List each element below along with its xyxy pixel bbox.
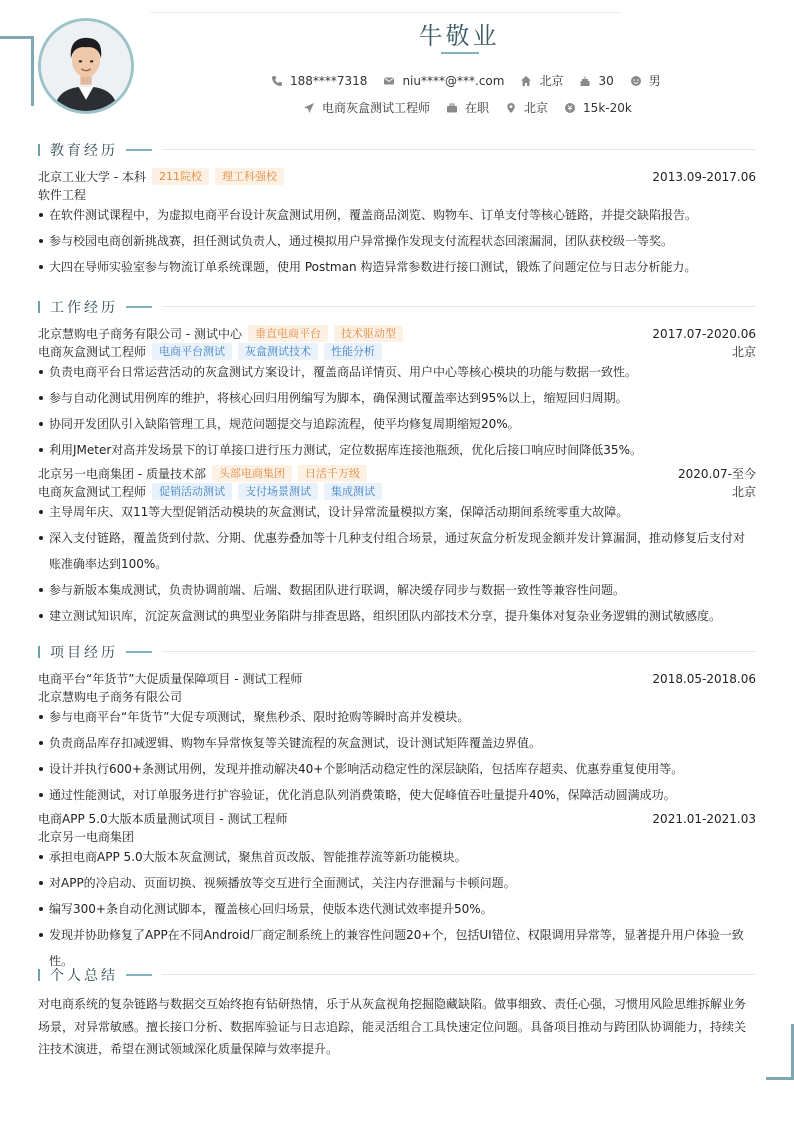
- education-bullets: [38, 202, 756, 280]
- gender-text: 男: [648, 74, 661, 88]
- summary-text: 对电商系统的复杂链路与数据交互始终抱有钻研热情，乐于从灰盒视角挖掘隐藏缺陷。做事细致、责任心强，习惯用风险思维拆解业务场景，对异常敏感。擅长接口分析、数据库验证与日志追踪，能灵活组合工具快速定位问题。具备项目推动与跨团队协调能力，持续关注技术演进，希望在测试领域深化质量保障与效率提升。: [38, 997, 747, 1056]
- job-date: 2020.07-至今: [678, 467, 756, 481]
- section-bar: [38, 144, 40, 156]
- company-tag: 日活千万级: [298, 465, 367, 482]
- list-item: 参与新版本集成测试，负责协调前端、后端、数据团队进行联调，解决缓存同步与数据一致性等兼容性问题。: [38, 577, 756, 603]
- section-bar: [38, 646, 40, 658]
- section-dash: [126, 651, 152, 653]
- location-text: 北京: [539, 74, 564, 88]
- company-tag: 技术驱动型: [334, 325, 403, 342]
- section-rule: [162, 974, 756, 975]
- gender-item: [630, 72, 661, 89]
- project-org-line: [38, 828, 756, 845]
- name-underline: [441, 52, 479, 54]
- status-text: 在职: [465, 101, 490, 115]
- project-date: 2018.05-2018.06: [652, 671, 756, 686]
- section-dash: [126, 306, 152, 308]
- list-item: 设计并执行600+条测试用例，发现并推动解决40+个影响活动稳定性的深层缺陷，包括库存超卖、优惠券重复使用等。: [38, 756, 756, 782]
- role-tag: 灰盒测试技术: [238, 343, 318, 360]
- job-role-line: [38, 343, 756, 360]
- city-text: 北京: [524, 101, 549, 115]
- age-item: [579, 74, 613, 88]
- job-role: 电商灰盒测试工程师: [38, 345, 147, 359]
- role-tag: 电商平台测试: [152, 343, 232, 360]
- project-org: 北京另一电商集团: [38, 830, 135, 844]
- job-role-line: [38, 483, 756, 500]
- salary-item: [564, 101, 632, 115]
- job-bullets: [38, 499, 756, 629]
- job-company-line: [38, 465, 756, 482]
- section-summary-header: [38, 965, 756, 985]
- list-item: 利用JMeter对高并发场景下的订单接口进行压力测试，定位数据库连接池瓶颈，优化后接口响应时间降低35%。: [38, 437, 756, 463]
- major: 软件工程: [38, 188, 87, 202]
- job-location: 北京: [731, 345, 756, 359]
- education-school-line: [38, 168, 756, 185]
- location-item: [520, 72, 563, 89]
- corner-decoration-bottom-right: [766, 1024, 794, 1080]
- section-projects-header: [38, 642, 756, 662]
- project-title-line: [38, 670, 756, 687]
- project-org: 北京慧购电子商务有限公司: [38, 690, 183, 704]
- job-location: 北京: [731, 485, 756, 499]
- role-tag: 支付场景测试: [238, 483, 318, 500]
- job-title-text: 电商灰盒测试工程师: [322, 101, 431, 115]
- list-item: 参与校园电商创新挑战赛，担任测试负责人，通过模拟用户异常操作发现支付流程状态回滚漏洞，团队获校级一等奖。: [38, 228, 756, 254]
- briefcase-icon: [446, 102, 458, 114]
- list-item: 协同开发团队引入缺陷管理工具，规范问题提交与追踪流程，使平均修复周期缩短20%。: [38, 411, 756, 437]
- email-text: niu****@***.com: [402, 73, 505, 88]
- company-tag: 垂直电商平台: [248, 325, 328, 342]
- section-rule: [162, 651, 756, 652]
- project-bullets: [38, 844, 756, 974]
- job-company-line: [38, 325, 756, 342]
- section-education-header: [38, 140, 756, 160]
- section-title: 个人总结: [50, 968, 118, 984]
- section-title: 教育经历: [50, 143, 118, 159]
- role-tag: 性能分析: [324, 343, 382, 360]
- company-name: 北京慧购电子商务有限公司 - 测试中心: [38, 327, 242, 341]
- list-item: 承担电商APP 5.0大版本灰盒测试，聚焦首页改版、智能推荐流等新功能模块。: [38, 844, 756, 870]
- contact-row: [271, 72, 661, 89]
- phone-item: [271, 74, 367, 88]
- send-icon: [303, 102, 315, 114]
- education-date: 2013.09-2017.06: [652, 169, 756, 184]
- email-item: [383, 74, 504, 88]
- list-item: 参与电商平台“年货节”大促专项测试，聚焦秒杀、限时抢购等瞬时高并发模块。: [38, 704, 756, 730]
- section-dash: [126, 974, 152, 976]
- project-title-line: [38, 810, 756, 827]
- header-top-line: [150, 12, 620, 13]
- phone-icon: [271, 75, 283, 87]
- list-item: 参与自动化测试用例库的维护，将核心回归用例编写为脚本，确保测试覆盖率达到95%以上，缩短回归周期。: [38, 385, 756, 411]
- list-item: 建立测试知识库，沉淀灰盒测试的典型业务陷阱与排查思路，组织团队内部技术分享，提升集体对复杂业务逻辑的测试敏感度。: [38, 603, 756, 629]
- home-icon: [520, 75, 532, 87]
- job-date: 2017.07-2020.06: [652, 326, 756, 341]
- project-org-line: [38, 688, 756, 705]
- location-pin-icon: [505, 102, 517, 114]
- job-role: 电商灰盒测试工程师: [38, 485, 147, 499]
- list-item: 发现并协助修复了APP在不同Android厂商定制系统上的兼容性问题20+个，包括UI错位、权限调用异常等，显著提升用户体验一致性。: [38, 922, 756, 974]
- status-item: [446, 99, 489, 116]
- school-tag: 理工科强校: [215, 168, 284, 185]
- list-item: 编写300+条自动化测试脚本，覆盖核心回归场景，使版本迭代测试效率提升50%。: [38, 896, 756, 922]
- section-bar: [38, 969, 40, 981]
- job-intent-row: [303, 99, 632, 116]
- section-work-header: [38, 297, 756, 317]
- school-tag: 211院校: [152, 168, 209, 185]
- school-name: 北京工业大学 - 本科: [38, 170, 146, 184]
- section-rule: [162, 306, 756, 307]
- phone-text: 188****7318: [290, 73, 368, 88]
- project-name: 电商APP 5.0大版本质量测试项目 - 测试工程师: [38, 812, 288, 826]
- list-item: 在软件测试课程中，为虚拟电商平台设计灰盒测试用例，覆盖商品浏览、购物车、订单支付等核心链路，并提交缺陷报告。: [38, 202, 756, 228]
- list-item: 大四在导师实验室参与物流订单系统课题，使用 Postman 构造异常参数进行接口测试，锻炼了问题定位与日志分析能力。: [38, 254, 756, 280]
- list-item: 负责电商平台日常运营活动的灰盒测试方案设计，覆盖商品详情页、用户中心等核心模块的功能与数据一致性。: [38, 359, 756, 385]
- section-title: 工作经历: [50, 300, 118, 316]
- job-bullets: [38, 359, 756, 463]
- education-major-line: [38, 186, 756, 203]
- section-title: 项目经历: [50, 645, 118, 661]
- role-tag: 促销活动测试: [152, 483, 232, 500]
- project-bullets: [38, 704, 756, 808]
- role-tag: 集成测试: [324, 483, 382, 500]
- cake-icon: [579, 75, 591, 87]
- job-title-item: [303, 99, 430, 116]
- project-date: 2021.01-2021.03: [652, 811, 756, 826]
- age-text: 30: [598, 73, 614, 88]
- money-icon: [564, 102, 576, 114]
- company-name: 北京另一电商集团 - 质量技术部: [38, 467, 206, 481]
- city-item: [505, 99, 548, 116]
- salary-text: 15k-20k: [583, 100, 632, 115]
- mail-icon: [383, 75, 395, 87]
- list-item: 负责商品库存扣减逻辑、购物车异常恢复等关键流程的灰盒测试，设计测试矩阵覆盖边界值。: [38, 730, 756, 756]
- section-bar: [38, 301, 40, 313]
- project-name: 电商平台“年货节”大促质量保障项目 - 测试工程师: [38, 672, 303, 686]
- list-item: 通过性能测试，对订单服务进行扩容验证，优化消息队列消费策略，使大促峰值吞吐量提升40%，保障活动圆满成功。: [38, 782, 756, 808]
- candidate-name: 牛敬业: [418, 22, 500, 50]
- section-dash: [126, 149, 152, 151]
- list-item: 深入支付链路，覆盖货到付款、分期、优惠券叠加等十几种支付组合场景，通过灰盒分析发现金额并发计算漏洞，推动修复后支付对账准确率达到100%。: [38, 525, 756, 577]
- list-item: 对APP的冷启动、页面切换、视频播放等交互进行全面测试，关注内存泄漏与卡顿问题。: [38, 870, 756, 896]
- list-item: 主导周年庆、双11等大型促销活动模块的灰盒测试，设计异常流量模拟方案，保障活动期间系统零重大故障。: [38, 499, 756, 525]
- company-tag: 头部电商集团: [212, 465, 292, 482]
- section-rule: [162, 149, 756, 150]
- face-icon: [630, 75, 642, 87]
